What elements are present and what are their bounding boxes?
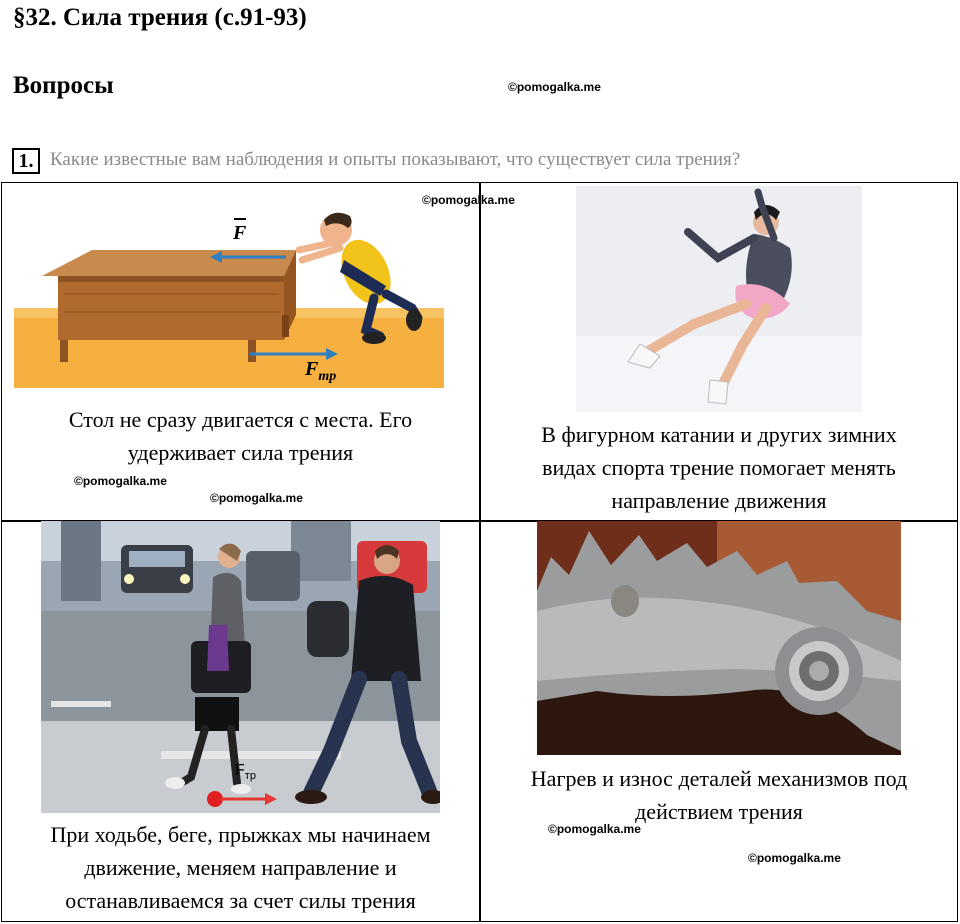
watermark: ©pomogalka.me [210, 491, 303, 505]
caption-walking: При ходьбе, беге, прыжках мы начинаем движение, меняем направление и останавливаемся за счет силы трения [50, 822, 431, 913]
watermark: ©pomogalka.me [748, 851, 841, 865]
section-heading: Вопросы [13, 72, 114, 99]
friction-force-label: $F_{тр}$ [305, 358, 337, 384]
force-label: F [233, 222, 247, 244]
watermark: ©pomogalka.me [422, 193, 515, 207]
watermark: ©pomogalka.me [74, 474, 167, 488]
caption-skater: В фигурном катании и других зимних видах спорта трение помогает менять направление движения [541, 422, 897, 513]
watermark: ©pomogalka.me [548, 822, 641, 836]
vector-bar [234, 218, 246, 220]
table-push-illustration [14, 190, 444, 390]
question-text: Какие известные вам наблюдения и опыты показывают, что существует сила трения? [50, 149, 741, 170]
worn-gear-photo [537, 521, 901, 755]
caption-gear: Нагрев и износ деталей механизмов под действием трения [530, 766, 908, 824]
page-title: §32. Сила трения (с.91-93) [13, 4, 307, 31]
question-number: 1. [12, 148, 40, 174]
caption-table: Стол не сразу двигается с места. Его удерживает сила трения [68, 407, 413, 465]
watermark: ©pomogalka.me [508, 80, 601, 94]
friction-label: $F_{тр}$ [235, 762, 256, 783]
figure-skater-photo [576, 186, 862, 412]
